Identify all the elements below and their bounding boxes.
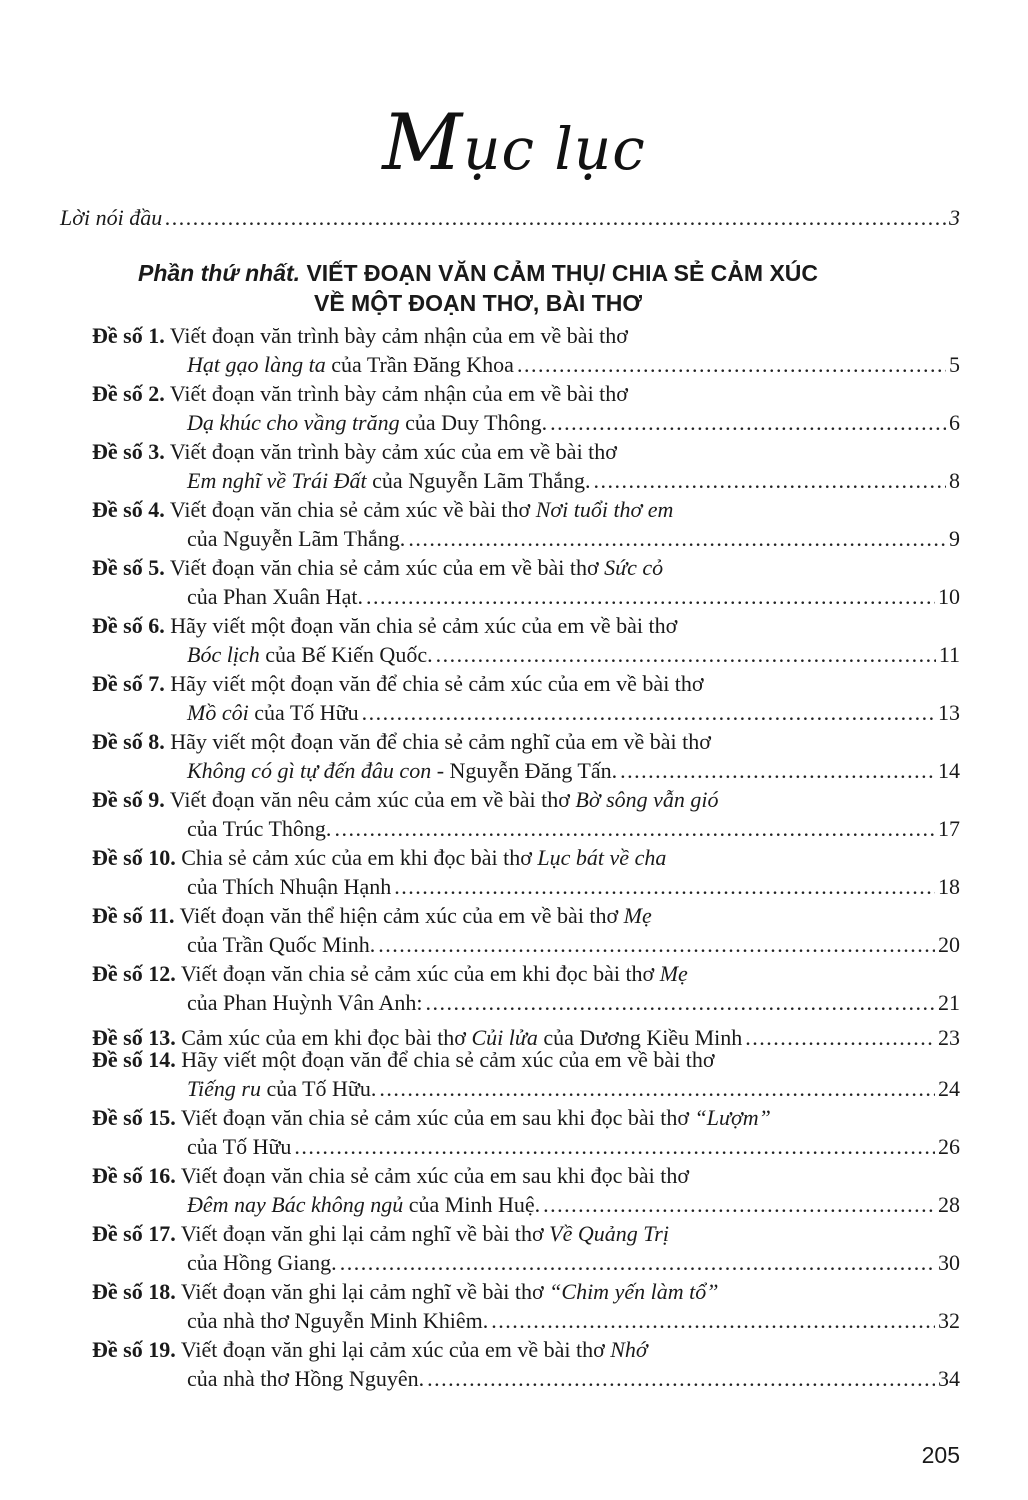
entry-title-line2 <box>187 1133 291 1161</box>
entry-title-line2 <box>187 1365 424 1393</box>
part-title-line1: VIẾT ĐOẠN VĂN CẢM THỤ/ CHIA SẺ CẢM XÚC <box>306 260 819 286</box>
entry-author: của nhà thơ Nguyễn Minh Khiêm. <box>187 1308 489 1333</box>
toc-entry-row[interactable] <box>187 467 960 495</box>
entry-label: Đề số 3. <box>92 439 165 464</box>
entry-author: của Tố Hữu. <box>266 1076 377 1101</box>
leader-dots <box>550 409 946 437</box>
entry-poem-title: Không có gì tự đến đâu con <box>187 758 432 783</box>
entry-author: của Minh Huệ. <box>408 1192 541 1217</box>
entry-page-number: 28 <box>938 1192 960 1217</box>
entry-label: Đề số 2. <box>92 381 165 406</box>
entry-page-number: 23 <box>938 1025 960 1050</box>
entry-title-line2 <box>187 525 405 553</box>
entry-label: Đề số 7. <box>92 671 165 696</box>
entry-title-line2 <box>187 1249 337 1277</box>
leader-dots <box>491 1307 935 1335</box>
entry-poem-title: Mẹ <box>623 903 652 928</box>
toc-entry-head[interactable] <box>92 554 663 582</box>
entry-page-number: 13 <box>938 700 960 725</box>
entry-poem-title: Nơi tuổi thơ em <box>535 497 674 522</box>
entry-poem-title: Đêm nay Bác không ngủ <box>187 1192 404 1217</box>
toc-entry-row[interactable] <box>187 989 960 1017</box>
entry-author: của Trần Quốc Minh. <box>187 932 376 957</box>
entry-title-line2 <box>187 1191 540 1219</box>
toc-entry-row[interactable] <box>187 1133 960 1161</box>
entry-poem-title: Bóc lịch <box>187 642 260 667</box>
entry-label: Đề số 10. <box>92 845 176 870</box>
entry-label: Đề số 9. <box>92 787 165 812</box>
title-capital: M <box>382 98 464 188</box>
toc-entry-head[interactable] <box>92 380 628 408</box>
toc-entry-head[interactable] <box>92 438 617 466</box>
entry-title-line1: Viết đoạn văn ghi lại cảm xúc của em về bài thơ <box>180 1337 605 1362</box>
entry-label: Đề số 16. <box>92 1163 176 1188</box>
toc-entry-row[interactable] <box>187 1365 960 1393</box>
entry-page-number: 14 <box>938 758 960 783</box>
entry-title-line2 <box>187 931 375 959</box>
entry-page-number: 21 <box>938 990 960 1015</box>
toc-entry-head[interactable] <box>92 902 652 930</box>
leader-dots <box>427 1365 935 1393</box>
entry-label: Đề số 6. <box>92 613 165 638</box>
entry-author: của Trần Đăng Khoa <box>331 352 514 377</box>
entry-page-number: 24 <box>938 1076 960 1101</box>
toc-entry-row[interactable] <box>187 1307 960 1335</box>
leader-dots <box>379 1075 935 1103</box>
entry-title-line1: Viết đoạn văn chia sẻ cảm xúc của em sau khi đọc bài thơ <box>180 1105 690 1130</box>
toc-entry-head[interactable] <box>92 612 677 640</box>
entry-author: của Trúc Thông. <box>187 816 332 841</box>
entry-title-line2 <box>187 989 422 1017</box>
title-rest: ục lục <box>463 115 646 183</box>
entry-author: của Phan Huỳnh Vân Anh: <box>187 990 423 1015</box>
entry-title-line1: Viết đoạn văn chia sẻ cảm xúc của em về bài thơ <box>169 555 599 580</box>
entry-title-line2 <box>187 757 617 785</box>
entry-title-line1: Hãy viết một đoạn văn để chia sẻ cảm xúc của em về bài thơ <box>170 671 704 696</box>
entry-page-number: 11 <box>938 642 960 667</box>
toc-entry-head[interactable] <box>92 1162 689 1190</box>
entry-poem-title: Sức cỏ <box>604 555 664 580</box>
entry-poem-title: Mẹ <box>659 961 688 986</box>
entry-title-pre: Cảm xúc của em khi đọc bài thơ <box>181 1025 466 1050</box>
entry-title-line1: Viết đoạn văn trình bày cảm nhận của em về bài thơ <box>169 323 628 348</box>
entry-poem-title: Nhớ <box>610 1337 648 1362</box>
toc-entry-head[interactable] <box>92 322 628 350</box>
entry-author: của Bế Kiến Quốc. <box>265 642 433 667</box>
entry-poem-title: Tiếng ru <box>187 1076 261 1101</box>
entry-title-line1: Chia sẻ cảm xúc của em khi đọc bài thơ <box>181 845 532 870</box>
entry-title-line1: Hãy viết một đoạn văn chia sẻ cảm xúc của em về bài thơ <box>170 613 678 638</box>
entry-title-line1: Viết đoạn văn trình bày cảm nhận của em về bài thơ <box>169 381 628 406</box>
toc-intro-label: Lời nói đầu <box>60 205 163 230</box>
entry-label: Đề số 13. <box>92 1025 176 1050</box>
entry-title-line2 <box>187 409 547 437</box>
entry-page-number: 6 <box>949 410 960 435</box>
entry-page-number: 30 <box>938 1250 960 1275</box>
entry-label: Đề số 5. <box>92 555 165 580</box>
toc-intro-row[interactable] <box>60 204 960 232</box>
entry-label: Đề số 17. <box>92 1221 176 1246</box>
entry-author: của Phan Xuân Hạt. <box>187 584 363 609</box>
entry-page-number: 26 <box>938 1134 960 1159</box>
toc-entry-head[interactable] <box>92 496 673 524</box>
leader-dots <box>517 351 946 379</box>
entry-title-line1: Viết đoạn văn chia sẻ cảm xúc về bài thơ <box>169 497 531 522</box>
entry-poem-title: “Chim yến làm tổ” <box>549 1279 719 1304</box>
entry-label: Đề số 19. <box>92 1337 176 1362</box>
entry-author: của Dương Kiều Minh <box>543 1025 743 1050</box>
entry-author: - Nguyễn Đăng Tấn. <box>436 758 618 783</box>
page-title <box>0 98 1028 188</box>
entry-author: của Hồng Giang. <box>187 1250 337 1275</box>
entry-label: Đề số 12. <box>92 961 176 986</box>
leader-dots <box>543 1191 935 1219</box>
toc-entry-row[interactable] <box>187 815 960 843</box>
entry-poem-title: Lục bát về cha <box>537 845 667 870</box>
entry-author: của Thích Nhuận Hạnh <box>187 874 392 899</box>
entry-label: Đề số 11. <box>92 903 175 928</box>
toc-entry-head[interactable] <box>92 1220 669 1248</box>
entry-title-line <box>92 1024 742 1052</box>
toc-entry-row[interactable] <box>187 641 960 669</box>
entry-title-line2 <box>187 1307 488 1335</box>
entry-title-line1: Viết đoạn văn ghi lại cảm nghĩ về bài thơ <box>180 1221 544 1246</box>
entry-title-line1: Viết đoạn văn ghi lại cảm nghĩ về bài thơ <box>180 1279 544 1304</box>
toc-entry-head[interactable] <box>92 1336 648 1364</box>
entry-page-number: 34 <box>938 1366 960 1391</box>
entry-title-line1: Viết đoạn văn trình bày cảm xúc của em về bài thơ <box>169 439 617 464</box>
entry-page-number: 20 <box>938 932 960 957</box>
entry-label: Đề số 15. <box>92 1105 176 1130</box>
entry-title-line2 <box>187 1075 376 1103</box>
entry-page-number: 32 <box>938 1308 960 1333</box>
leader-dots <box>294 1133 935 1161</box>
entry-title-line2 <box>187 815 331 843</box>
entry-poem-title: Bờ sông vẫn gió <box>575 787 719 812</box>
leader-dots <box>593 467 946 495</box>
part-heading <box>58 258 898 288</box>
leader-dots <box>366 583 935 611</box>
entry-poem-title: Củi lửa <box>471 1025 538 1050</box>
toc-entry-row[interactable] <box>187 699 960 727</box>
toc-entry-row[interactable] <box>187 583 960 611</box>
leader-dots <box>408 525 946 553</box>
entry-poem-title: “Lượm” <box>694 1105 771 1130</box>
leader-dots <box>334 815 935 843</box>
toc-entry-head[interactable] <box>92 1278 718 1306</box>
leader-dots <box>362 699 935 727</box>
part-label: Phần thứ nhất. <box>137 260 301 286</box>
part-heading-line2 <box>58 288 898 318</box>
entry-page-number: 9 <box>949 526 960 551</box>
toc-entry-row[interactable] <box>92 1024 960 1052</box>
entry-title-line1: Hãy viết một đoạn văn để chia sẻ cảm nghĩ của em về bài thơ <box>170 729 711 754</box>
entry-label: Đề số 4. <box>92 497 165 522</box>
entry-title-line2 <box>187 583 363 611</box>
toc-entry-row[interactable] <box>187 931 960 959</box>
entry-title-line2 <box>187 699 359 727</box>
entry-title-line1: Viết đoạn văn nêu cảm xúc của em về bài thơ <box>169 787 570 812</box>
entry-poem-title: Về Quảng Trị <box>549 1221 669 1246</box>
page-number: 205 <box>921 1442 960 1468</box>
entry-title-line1: Viết đoạn văn chia sẻ cảm xúc của em sau khi đọc bài thơ <box>180 1163 690 1188</box>
entry-poem-title: Em nghĩ về Trái Đất <box>187 468 367 493</box>
toc-entry-head[interactable] <box>92 728 711 756</box>
leader-dots <box>745 1024 935 1052</box>
entry-title-line2 <box>187 641 433 669</box>
leader-dots <box>436 641 936 669</box>
entry-author: của Duy Thông. <box>405 410 548 435</box>
entry-poem-title: Mồ côi <box>187 700 249 725</box>
toc-entry-row[interactable] <box>187 1191 960 1219</box>
entry-label: Đề số 18. <box>92 1279 176 1304</box>
entry-title-line1: Viết đoạn văn chia sẻ cảm xúc của em khi đọc bài thơ <box>180 961 655 986</box>
entry-label: Đề số 14. <box>92 1047 176 1072</box>
entry-page-number: 8 <box>949 468 960 493</box>
entry-page-number: 10 <box>938 584 960 609</box>
toc-entry-row[interactable] <box>187 1249 960 1277</box>
toc-entry-head[interactable] <box>92 844 666 872</box>
entry-author: của Nguyễn Lãm Thắng. <box>372 468 591 493</box>
leader-dots <box>425 989 935 1017</box>
leader-dots <box>165 204 946 232</box>
toc-entry-row[interactable] <box>187 1075 960 1103</box>
entry-page-number: 18 <box>938 874 960 899</box>
leader-dots <box>378 931 935 959</box>
entry-author: của Tố Hữu <box>254 700 359 725</box>
part-title-line2: VỀ MỘT ĐOẠN THƠ, BÀI THƠ <box>313 290 642 316</box>
toc-entry-row[interactable] <box>187 873 960 901</box>
entry-label: Đề số 8. <box>92 729 165 754</box>
toc-entry-head[interactable] <box>92 786 719 814</box>
entry-poem-title: Dạ khúc cho vầng trăng <box>187 410 400 435</box>
leader-dots <box>340 1249 935 1277</box>
entry-author: của Nguyễn Lãm Thắng. <box>187 526 406 551</box>
toc-entry-row[interactable] <box>187 757 960 785</box>
entry-author: của nhà thơ Hồng Nguyên. <box>187 1366 425 1391</box>
entry-title-line2 <box>187 351 514 379</box>
leader-dots <box>394 873 935 901</box>
leader-dots <box>620 757 935 785</box>
entry-label: Đề số 1. <box>92 323 165 348</box>
toc-entry-row[interactable] <box>187 525 960 553</box>
toc-entry-head[interactable] <box>92 1104 771 1132</box>
toc-entry-row[interactable] <box>187 351 960 379</box>
entry-title-line2 <box>187 467 590 495</box>
toc-entry-row[interactable] <box>187 409 960 437</box>
entry-title-line1: Hãy viết một đoạn văn để chia sẻ cảm xúc của em về bài thơ <box>181 1047 715 1072</box>
entry-page-number: 17 <box>938 816 960 841</box>
entry-title-line1: Viết đoạn văn thể hiện cảm xúc của em về bài thơ <box>179 903 619 928</box>
toc-intro-page: 3 <box>949 205 960 230</box>
entry-author: của Tố Hữu <box>187 1134 292 1159</box>
entry-poem-title: Hạt gạo làng ta <box>187 352 326 377</box>
toc-entry-head[interactable] <box>92 670 704 698</box>
entry-title-line2 <box>187 873 391 901</box>
entry-page-number: 5 <box>949 352 960 377</box>
toc-entry-head[interactable] <box>92 960 688 988</box>
